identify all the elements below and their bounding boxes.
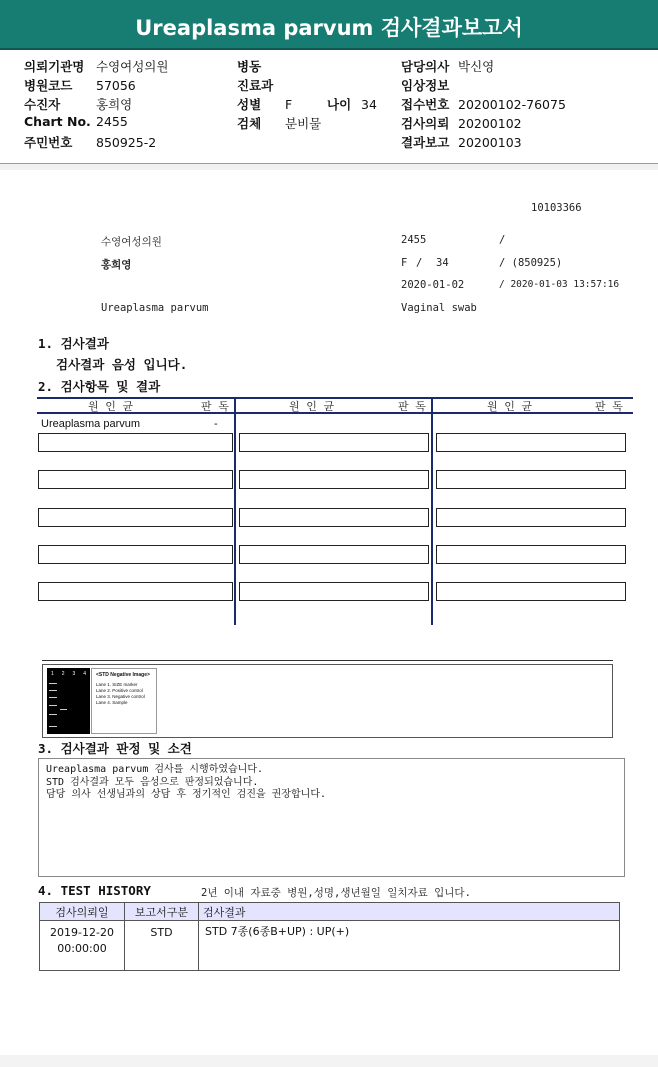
th-organism-3: 원 인 균 xyxy=(487,400,533,413)
doc-specimen: Vaginal swab xyxy=(401,302,477,314)
gel-legend-line: Lane 4. Sample xyxy=(96,700,128,705)
th-organism-1: 원 인 균 xyxy=(88,400,134,413)
history-row xyxy=(40,921,620,971)
history-th-date: 검사의뢰일 xyxy=(40,903,125,921)
section2-title: 2. 검사항목 및 결과 xyxy=(38,379,161,394)
header-col3 xyxy=(401,57,651,152)
value-sex: F xyxy=(285,97,293,112)
th-organism-2: 원 인 균 xyxy=(289,400,335,413)
table-divider-1 xyxy=(234,397,236,625)
value-chart-no: 2455 xyxy=(96,114,128,129)
doc-test-name: Ureaplasma parvum xyxy=(101,302,209,314)
footer-bar xyxy=(0,1055,658,1067)
table-cell xyxy=(38,582,233,601)
history-result: STD 7종(6종B+UP) : UP(+) xyxy=(199,921,620,971)
lane-number: 4 xyxy=(83,671,87,677)
header-age xyxy=(327,95,397,113)
gel-legend-title: <STD Negative Image> xyxy=(96,672,150,678)
remark-line: STD 검사결과 모두 음성으로 판정되었습니다. xyxy=(46,776,259,788)
doc-sep: / xyxy=(416,257,423,269)
table-cell xyxy=(239,582,429,601)
doc-age: 34 xyxy=(436,257,449,269)
gel-band xyxy=(60,709,67,710)
label-report-date: 결과보고 xyxy=(401,135,450,150)
value-patient: 홍희영 xyxy=(96,97,133,112)
table-divider-2 xyxy=(431,397,433,625)
table-cell xyxy=(436,470,626,489)
label-doctor: 담당의사 xyxy=(401,59,450,74)
label-department: 진료과 xyxy=(237,78,274,93)
table-cell xyxy=(239,508,429,527)
table-cell xyxy=(38,545,233,564)
table-cell xyxy=(38,433,233,452)
doc-clinic: 수영여성의원 xyxy=(101,236,162,248)
gel-top-line xyxy=(42,660,613,661)
header-col1 xyxy=(24,57,234,152)
lane-number: 3 xyxy=(72,671,76,677)
gel-legend-line: Lane 2. Positive control xyxy=(96,688,143,693)
section1-text: 검사결과 음성 입니다. xyxy=(56,357,188,372)
gel-band xyxy=(49,690,57,691)
label-request-date: 검사의뢰 xyxy=(401,116,450,131)
header-gap xyxy=(0,164,658,170)
label-patient: 수진자 xyxy=(24,97,61,112)
gel-band xyxy=(49,697,57,698)
value-age: 34 xyxy=(361,97,377,112)
doc-sex: F xyxy=(401,257,408,269)
remark-line: 담당 의사 선생님과의 상담 후 정기적인 검진을 권장합니다. xyxy=(46,789,327,800)
label-hospital-code: 병원코드 xyxy=(24,78,73,93)
section4-title: 4. TEST HISTORY xyxy=(38,883,151,898)
th-result-3: 판 독 xyxy=(595,400,623,413)
label-receipt-no: 접수번호 xyxy=(401,97,450,112)
gel-band xyxy=(49,683,57,684)
doc-request-date: 2020-01-02 xyxy=(401,279,465,291)
table-cell xyxy=(239,545,429,564)
label-sex: 성별 xyxy=(237,97,262,112)
table-cell xyxy=(239,433,429,452)
history-time: 00:00:00 xyxy=(57,942,107,955)
section4-note: 2년 이내 자료중 병원,성명,생년월일 일치자료 입니다. xyxy=(201,887,471,899)
label-clinical-info: 임상정보 xyxy=(401,78,450,93)
result-value: - xyxy=(214,418,218,430)
table-cell xyxy=(38,470,233,489)
table-cell xyxy=(436,433,626,452)
remark-line: Ureaplasma parvum 검사를 시행하였습니다. xyxy=(46,764,264,775)
value-receipt-no: 20200102-76075 xyxy=(458,97,566,112)
doc-report-datetime: / 2020-01-03 13:57:16 xyxy=(499,279,620,290)
value-specimen: 분비물 xyxy=(285,116,322,131)
section1-title: 1. 검사결과 xyxy=(38,336,109,351)
history-th-result: 검사결과 xyxy=(199,903,620,921)
history-th-type: 보고서구분 xyxy=(125,903,199,921)
history-table xyxy=(39,902,620,971)
label-ward: 병동 xyxy=(237,59,262,74)
label-age: 나이 xyxy=(327,97,352,112)
table-cell xyxy=(239,470,429,489)
gel-legend-line: Lane 1. SIZE marker xyxy=(96,682,138,687)
table-cell xyxy=(436,582,626,601)
value-request-date: 20200102 xyxy=(458,116,522,131)
gel-lane-numbers xyxy=(47,671,90,677)
label-specimen: 검체 xyxy=(237,116,262,131)
history-date: 2019-12-20 xyxy=(50,926,114,939)
table-cell xyxy=(436,508,626,527)
history-type: STD xyxy=(125,921,199,971)
label-resident-no: 주민번호 xyxy=(24,135,73,150)
gel-band xyxy=(49,705,57,706)
label-chart-no: Chart No. xyxy=(24,114,91,129)
doc-slash: / xyxy=(499,234,506,246)
gel-image xyxy=(47,668,90,734)
table-cell xyxy=(38,508,233,527)
section3-title: 3. 검사결과 판정 및 소견 xyxy=(38,741,192,756)
value-resident-no: 850925-2 xyxy=(96,135,157,150)
table-cell xyxy=(436,545,626,564)
value-doctor: 박신영 xyxy=(458,59,495,74)
gel-legend xyxy=(91,668,157,734)
value-clinic: 수영여성의원 xyxy=(96,59,169,74)
remark-box xyxy=(38,758,625,877)
history-header-row xyxy=(40,903,620,921)
gel-band xyxy=(49,714,57,715)
value-hospital-code: 57056 xyxy=(96,78,136,93)
lane-number: 1 xyxy=(50,671,54,677)
doc-patient: 홍희영 xyxy=(101,259,132,271)
label-clinic: 의뢰기관명 xyxy=(24,59,85,74)
doc-birth: / (850925) xyxy=(499,257,563,269)
th-result-1: 판 독 xyxy=(201,400,229,413)
lane-number: 2 xyxy=(61,671,65,677)
report-title: Ureaplasma parvum 검사결과보고서 xyxy=(135,16,523,40)
value-report-date: 20200103 xyxy=(458,135,522,150)
doc-chart: 2455 xyxy=(401,234,427,246)
result-organism: Ureaplasma parvum xyxy=(41,418,141,430)
history-date-cell xyxy=(40,921,125,971)
gel-band xyxy=(49,726,57,727)
doc-number: 10103366 xyxy=(531,202,582,214)
gel-legend-line: Lane 3. Negative control xyxy=(96,694,145,699)
th-result-2: 판 독 xyxy=(398,400,426,413)
